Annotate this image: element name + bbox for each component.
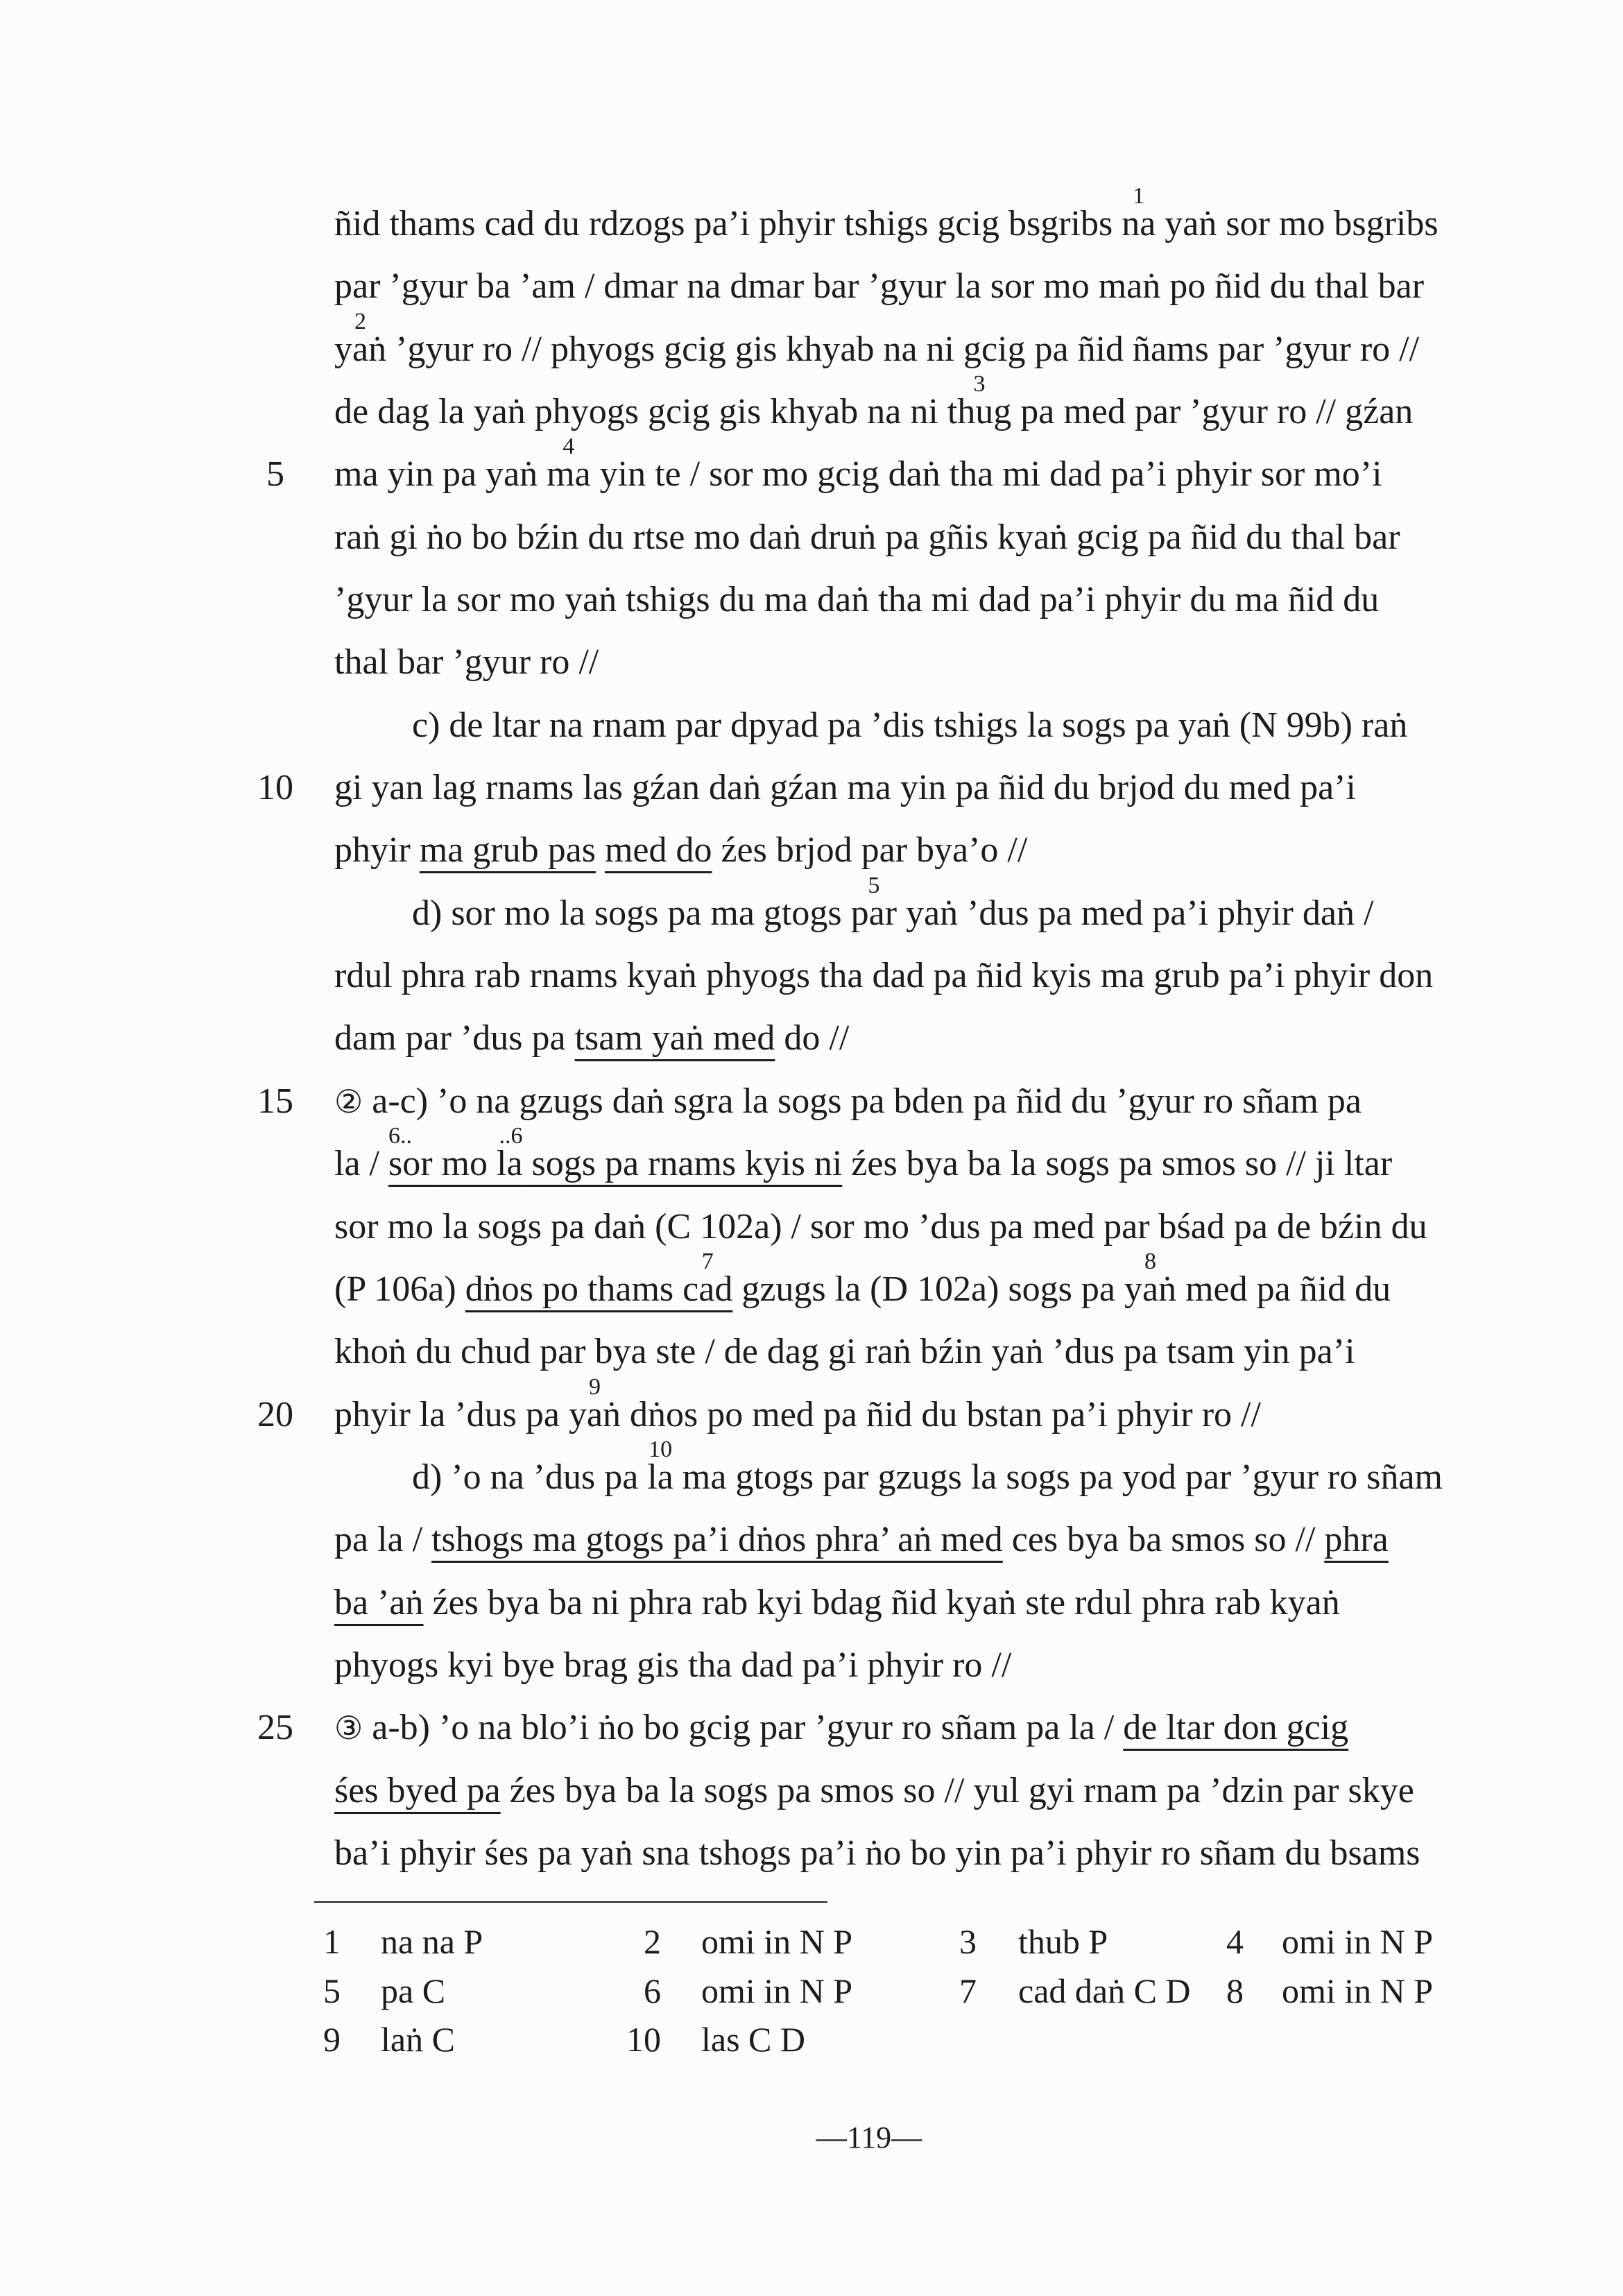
line-number: 25	[257, 1708, 293, 1748]
segment-text: raṅ gi ṅo bo bźin du rtse mo daṅ druṅ pa gñis kyaṅ gcig pa ñid du thal bar	[334, 517, 1400, 557]
segment-text: d) sor mo la sogs pa ma gtogs	[412, 893, 851, 933]
footnote-marker: 9	[588, 1373, 601, 1400]
segment-text: ②	[334, 1082, 363, 1120]
footnote-number: 3	[959, 1922, 977, 1961]
segment-text: ’gyur ro // phyogs gcig gis khyab na ni gcig pa ñid ñams par ’gyur ro //	[386, 329, 1420, 369]
segment-text: tshogs ma gtogs pa’i dṅos phra’ aṅ med	[431, 1520, 1003, 1560]
line-number: 10	[257, 768, 293, 808]
segment-text: źes bya ba la sogs pa smos so // yul gyi rnam pa ’dzin par skye	[500, 1770, 1414, 1810]
segment-text: źes brjod par bya’o //	[712, 830, 1028, 871]
segment-text: (P 106a)	[334, 1269, 465, 1309]
footnote-marker: 5	[868, 872, 880, 898]
segment-text: gi yan lag rnams las gźan daṅ gźan ma yin pa ñid du brjod du med pa’i	[334, 768, 1356, 808]
segment-text: la /	[334, 1144, 388, 1184]
segment-text: yaṅ sor mo bsgribs	[1156, 204, 1439, 243]
footnote-marker: 8	[1144, 1248, 1157, 1274]
segment-text: thug	[947, 392, 1012, 432]
segment-text: cad	[682, 1269, 733, 1309]
footnote-text: cad daṅ C D	[1018, 1971, 1191, 2010]
footnote-text: pa C	[381, 1971, 446, 2010]
footnote-marker: 2	[354, 308, 367, 334]
segment-text: ma yin pa yaṅ	[334, 454, 547, 495]
footnote-number: 4	[1226, 1922, 1244, 1961]
segment-text: sor mo la sogs pa daṅ (C 102a) / sor mo ’dus pa med par bśad pa de bźin du	[334, 1206, 1427, 1246]
segment-text: pa med par ’gyur ro // gźan	[1011, 392, 1414, 432]
segment-text: la	[647, 1457, 673, 1497]
footnote	[0, 1917, 1623, 1966]
footnote-marker: 1	[1133, 183, 1145, 209]
segment-text: mo	[432, 1144, 497, 1184]
segment-text: ñid thams cad du rdzogs pa’i phyir tshigs gcig bsgribs	[334, 204, 1122, 243]
segment-text: sogs pa rnams kyis ni	[522, 1144, 843, 1184]
segment-text: ma gtogs par gzugs la sogs pa yod par ’gyur ro sñam	[673, 1457, 1443, 1497]
segment-text: phyir la ’dus pa	[334, 1394, 569, 1434]
segment-text: de ltar don gcig	[1123, 1708, 1349, 1748]
segment-text: dam par ’dus pa	[334, 1018, 575, 1059]
segment-text: a-c) ’o na gzugs daṅ sgra la sogs pa bden pa ñid du ’gyur ro sñam pa	[363, 1081, 1362, 1121]
line-number: 15	[257, 1081, 293, 1121]
segment-text: par ’gyur ba ’am / dmar na dmar bar ’gyur la sor mo maṅ po ñid du thal bar	[334, 266, 1425, 307]
segment-text: ma	[547, 454, 591, 495]
segment-text: med pa ñid du	[1176, 1269, 1391, 1309]
footnote-number: 2	[644, 1922, 661, 1961]
segment-text: a-b) ’o na blo’i ṅo bo gcig par ’gyur ro sñam pa la /	[363, 1708, 1124, 1748]
footnote-text: omi in N P	[701, 1922, 853, 1961]
segment-text: yaṅ	[334, 329, 387, 369]
segment-text: ces bya ba smos so //	[1002, 1520, 1325, 1560]
segment-text: c) de ltar na rnam par dpyad pa ’dis tshigs la sogs pa yaṅ (N 99b) raṅ	[412, 705, 1408, 745]
footnote	[0, 1967, 1623, 2015]
segment-text: med do	[604, 830, 712, 871]
segment-text: de dag la yaṅ phyogs gcig gis khyab na ni	[334, 392, 947, 432]
segment-text: par	[850, 893, 898, 933]
footnote-number: 8	[1226, 1971, 1244, 2010]
page-number: —119—	[816, 2121, 922, 2154]
footnote-marker: 3	[973, 371, 986, 397]
segment-text: ’gyur la sor mo yaṅ tshigs du ma daṅ tha mi dad pa’i phyir du ma ñid du	[334, 580, 1380, 620]
footnote-number: 7	[959, 1971, 977, 2010]
segment-text: na	[1122, 204, 1156, 243]
segment-text: la	[497, 1144, 523, 1184]
footnote-marker: 6..	[388, 1123, 412, 1149]
footnote-marker: 7	[701, 1248, 714, 1274]
segment-text: do //	[775, 1018, 850, 1059]
footnote-number: 10	[626, 2020, 661, 2059]
footnote-marker: 4	[563, 434, 575, 460]
segment-text: gzugs la (D 102a) sogs pa	[732, 1269, 1124, 1309]
segment-text: pa la /	[334, 1520, 432, 1560]
segment-text: rdul phra rab rnams kyaṅ phyogs tha dad pa ñid kyis ma grub pa’i phyir don	[334, 956, 1434, 996]
line-number: 5	[266, 454, 284, 495]
segment-text: śes byed pa	[334, 1770, 501, 1810]
footnote	[0, 2015, 1623, 2064]
segment-text: phyogs kyi bye brag gis tha dad pa’i phyir ro //	[334, 1645, 1012, 1685]
segment-text: yaṅ ’dus pa med pa’i phyir daṅ /	[897, 893, 1374, 933]
segment-text: ③	[334, 1709, 363, 1747]
footnote-number: 6	[644, 1971, 661, 2010]
segment-text: phra	[1324, 1520, 1389, 1560]
footnote-text: laṅ C	[381, 2020, 455, 2059]
segment-text: thal bar ’gyur ro //	[334, 642, 599, 683]
segment-text: ba’i phyir śes pa yaṅ sna tshogs pa’i ṅo bo yin pa’i phyir ro sñam du bsams	[334, 1833, 1420, 1873]
line-number: 20	[257, 1394, 293, 1434]
footnote-number: 9	[323, 2020, 341, 2059]
footnote-number: 5	[323, 1971, 341, 2010]
segment-text: dṅos po med pa ñid du bstan pa’i phyir ro //	[621, 1394, 1261, 1434]
footnote-marker: ..6	[499, 1123, 523, 1149]
footnote-text: las C D	[701, 2020, 805, 2059]
footnote-text: omi in N P	[1282, 1971, 1434, 2010]
segment-text: d) ’o na ’dus pa	[412, 1457, 648, 1497]
segment-text: ma grub pas	[419, 830, 596, 871]
segment-text: yaṅ	[568, 1394, 621, 1434]
segment-text: tsam yaṅ med	[574, 1018, 775, 1059]
segment-text: ba ’aṅ	[334, 1582, 424, 1622]
segment-text: phyir	[334, 830, 420, 871]
segment-text: źes bya ba la sogs pa smos so // ji ltar	[842, 1144, 1393, 1184]
segment-text: źes bya ba ni phra rab kyi bdag ñid kyaṅ ste rdul phra rab kyaṅ	[423, 1582, 1340, 1622]
footnote-number: 1	[323, 1922, 341, 1961]
footnote-text: omi in N P	[1282, 1922, 1434, 1961]
segment-text: yaṅ	[1124, 1269, 1177, 1309]
segment-text: dṅos po thams	[465, 1269, 683, 1309]
footnote-marker: 10	[649, 1436, 673, 1462]
segment-text: khoṅ du chud par bya ste / de dag gi raṅ bźin yaṅ ’dus pa tsam yin pa’i	[334, 1332, 1355, 1372]
footnote-text: thub P	[1018, 1922, 1108, 1961]
footnote-text: omi in N P	[701, 1971, 853, 2010]
segment-text: yin te / sor mo gcig daṅ tha mi dad pa’i phyir sor mo’i	[590, 454, 1382, 495]
segment-text: sor	[388, 1144, 433, 1184]
footnote-text: na na P	[381, 1922, 483, 1961]
